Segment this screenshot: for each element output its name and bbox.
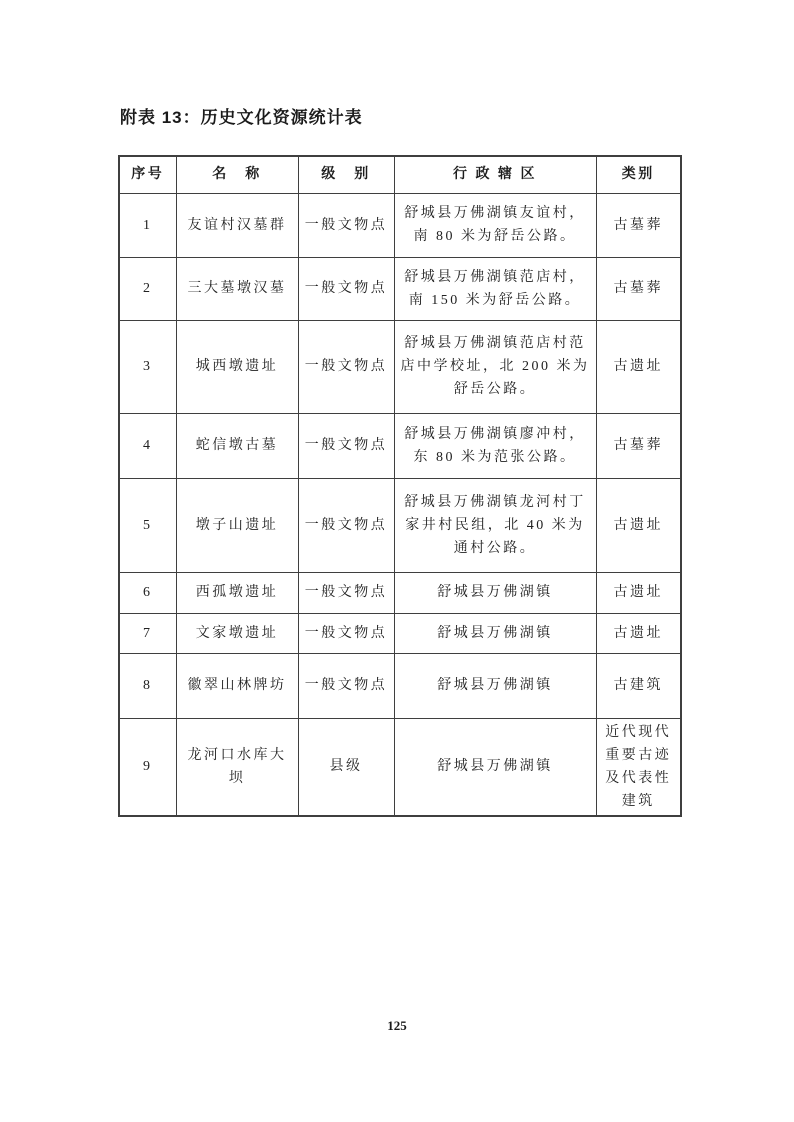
cell-category: 近代现代重要古迹及代表性建筑 [596, 718, 681, 816]
cell-no: 6 [119, 572, 176, 613]
table-row [119, 257, 681, 320]
cell-name: 城西墩遗址 [176, 320, 298, 413]
cell-level: 县级 [298, 718, 394, 816]
cell-no: 2 [119, 257, 176, 320]
cell-category: 古遗址 [596, 572, 681, 613]
cell-no: 5 [119, 478, 176, 572]
cell-name: 文家墩遗址 [176, 613, 298, 653]
cell-name: 龙河口水库大坝 [176, 718, 298, 816]
cell-district: 舒城县万佛湖镇范店村，南 150 米为舒岳公路。 [394, 257, 596, 320]
table-row [119, 193, 681, 257]
cell-district: 舒城县万佛湖镇 [394, 572, 596, 613]
table-row [119, 478, 681, 572]
cell-level: 一般文物点 [298, 413, 394, 478]
cell-category: 古遗址 [596, 478, 681, 572]
cell-category: 古墓葬 [596, 257, 681, 320]
cell-district: 舒城县万佛湖镇龙河村丁家井村民组，北 40 米为通村公路。 [394, 478, 596, 572]
cell-name: 墩子山遗址 [176, 478, 298, 572]
cell-no: 7 [119, 613, 176, 653]
table-row [119, 320, 681, 413]
cell-name: 徽翠山林牌坊 [176, 653, 298, 718]
column-header-name: 名 称 [176, 156, 298, 193]
page-title: 附表 13：历史文化资源统计表 [120, 108, 363, 127]
column-header-level: 级 别 [298, 156, 394, 193]
cell-district: 舒城县万佛湖镇范店村范店中学校址，北 200 米为舒岳公路。 [394, 320, 596, 413]
cell-district: 舒城县万佛湖镇廖冲村，东 80 米为范张公路。 [394, 413, 596, 478]
historic-resources-table [118, 155, 682, 817]
cell-district: 舒城县万佛湖镇 [394, 718, 596, 816]
table-row [119, 613, 681, 653]
table-row [119, 413, 681, 478]
cell-name: 友谊村汉墓群 [176, 193, 298, 257]
cell-district: 舒城县万佛湖镇 [394, 613, 596, 653]
cell-no: 9 [119, 718, 176, 816]
cell-level: 一般文物点 [298, 572, 394, 613]
table-row [119, 718, 681, 816]
cell-category: 古遗址 [596, 320, 681, 413]
table-row [119, 653, 681, 718]
cell-level: 一般文物点 [298, 320, 394, 413]
cell-level: 一般文物点 [298, 613, 394, 653]
table-row [119, 572, 681, 613]
cell-category: 古建筑 [596, 653, 681, 718]
table-header-row [119, 156, 681, 193]
cell-name: 三大墓墩汉墓 [176, 257, 298, 320]
cell-no: 4 [119, 413, 176, 478]
column-header-no: 序号 [119, 156, 176, 193]
cell-no: 1 [119, 193, 176, 257]
cell-category: 古墓葬 [596, 413, 681, 478]
cell-name: 西孤墩遗址 [176, 572, 298, 613]
page-number: 125 [387, 1018, 407, 1033]
cell-level: 一般文物点 [298, 257, 394, 320]
cell-district: 舒城县万佛湖镇友谊村，南 80 米为舒岳公路。 [394, 193, 596, 257]
cell-level: 一般文物点 [298, 653, 394, 718]
cell-level: 一般文物点 [298, 193, 394, 257]
column-header-category: 类别 [596, 156, 681, 193]
cell-no: 3 [119, 320, 176, 413]
cell-no: 8 [119, 653, 176, 718]
cell-level: 一般文物点 [298, 478, 394, 572]
column-header-district: 行 政 辖 区 [394, 156, 596, 193]
cell-name: 蛇信墩古墓 [176, 413, 298, 478]
cell-district: 舒城县万佛湖镇 [394, 653, 596, 718]
cell-category: 古墓葬 [596, 193, 681, 257]
cell-category: 古遗址 [596, 613, 681, 653]
